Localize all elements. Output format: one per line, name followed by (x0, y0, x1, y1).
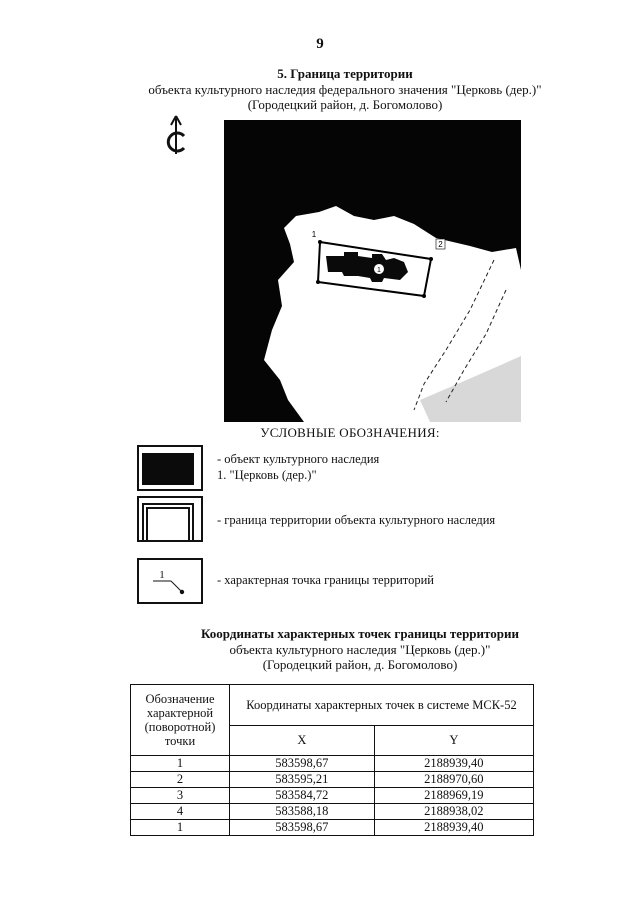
section-location: (Городецкий район, д. Богомолово) (247, 97, 443, 112)
header-designation: Обозначение характерной (поворотной) точки (131, 685, 230, 756)
map-point-label-1: 1 (311, 230, 317, 239)
table-row (131, 804, 534, 820)
section-title: 5. Граница территории (277, 66, 413, 81)
cell-y: 2188969,19 (374, 788, 533, 804)
cell-x: 583588,18 (230, 804, 375, 820)
map-point-label-2: 2 (438, 240, 443, 249)
cell-point: 4 (131, 804, 230, 820)
table-row (131, 820, 534, 836)
page-number: 9 (316, 36, 324, 52)
header-coordinate-system: Координаты характерных точек в системе МСК-52 (230, 685, 534, 726)
cell-point: 1 (131, 820, 230, 836)
coords-title: Координаты характерных точек границы территории (201, 626, 519, 641)
cell-x: 583598,67 (230, 756, 375, 772)
cell-point: 1 (131, 756, 230, 772)
coords-subtitle: объекта культурного наследия "Церковь (дер.)" (229, 642, 491, 657)
boundary-point (429, 257, 433, 261)
cell-x: 583598,67 (230, 820, 375, 836)
cell-y: 2188939,40 (374, 756, 533, 772)
cell-y: 2188939,40 (374, 820, 533, 836)
legend-object-item: 1. "Церковь (дер.)" (217, 468, 317, 482)
north-arrow-icon (162, 114, 190, 156)
legend-object-symbol (137, 445, 203, 491)
cell-x: 583595,21 (230, 772, 375, 788)
boundary-point (422, 294, 426, 298)
section-subtitle: объекта культурного наследия федерального значения "Церковь (дер.)" (148, 82, 542, 97)
cell-point: 3 (131, 788, 230, 804)
cell-point: 2 (131, 772, 230, 788)
table-row (131, 772, 534, 788)
legend-object-text: - объект культурного наследия (217, 452, 380, 466)
boundary-map (224, 120, 521, 422)
legend-point-text: - характерная точка границы территорий (217, 573, 434, 587)
legend-boundary-symbol (137, 496, 203, 542)
cell-x: 583584,72 (230, 788, 375, 804)
coordinates-table (130, 684, 534, 836)
table-row (131, 788, 534, 804)
map-object-label: 1 (377, 267, 381, 274)
cell-y: 2188938,02 (374, 804, 533, 820)
header-x: X (230, 726, 375, 756)
table-row (131, 756, 534, 772)
legend-point-label: 1 (159, 569, 165, 581)
legend-title: УСЛОВНЫЕ ОБОЗНАЧЕНИЯ: (260, 425, 440, 440)
legend-point-symbol (137, 558, 203, 604)
coords-location: (Городецкий район, д. Богомолово) (262, 657, 458, 672)
boundary-point (318, 240, 322, 244)
header-y: Y (374, 726, 533, 756)
legend-boundary-text: - граница территории объекта культурного наследия (217, 513, 496, 527)
cell-y: 2188970,60 (374, 772, 533, 788)
boundary-point (316, 280, 320, 284)
